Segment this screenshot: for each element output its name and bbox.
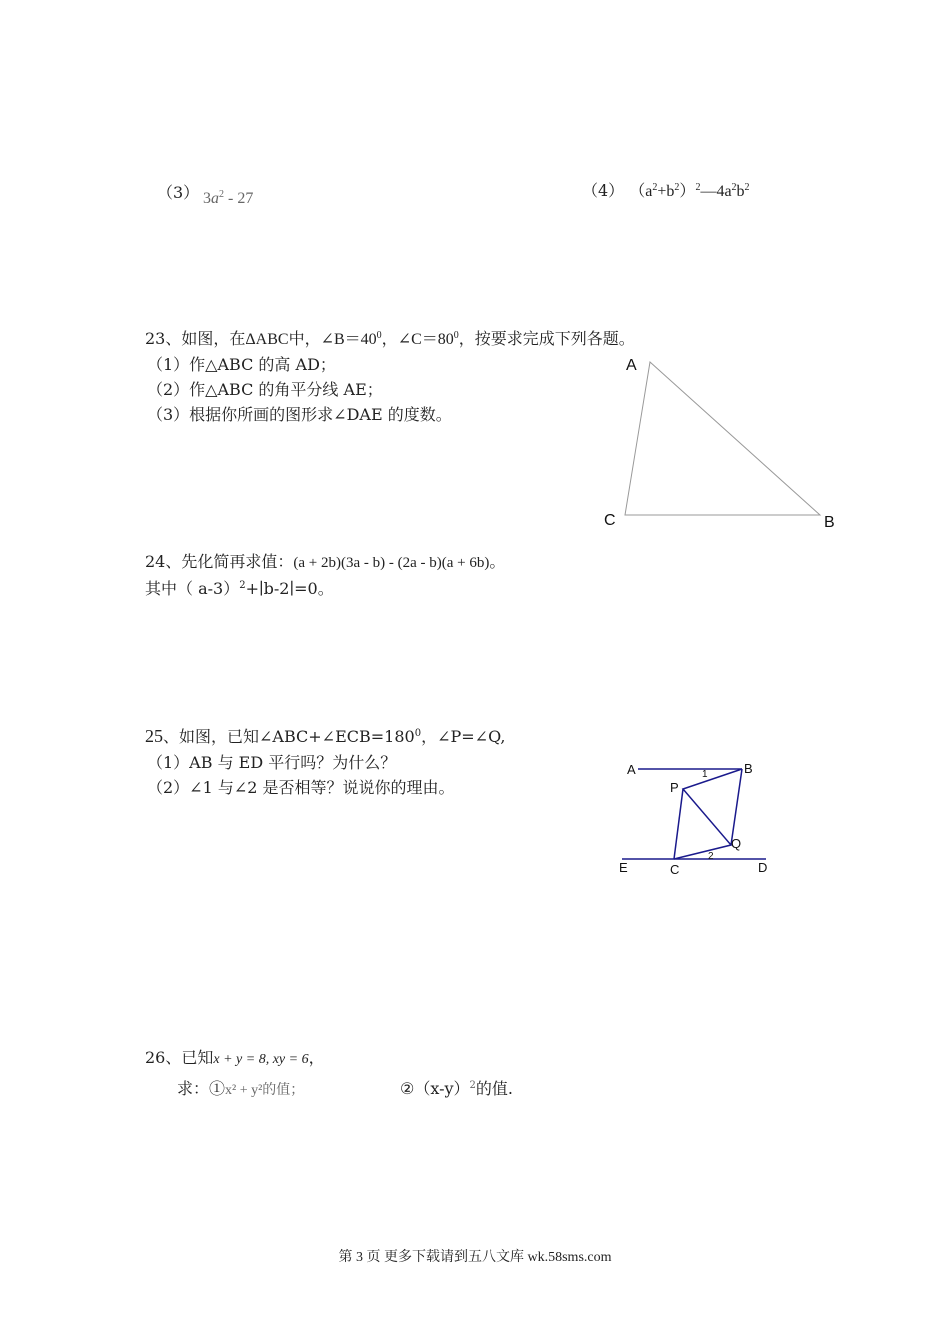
label-b: B [744,761,753,776]
label-q: Q [731,836,742,851]
q24-intro: 24、先化简再求值：(a + 2b)(3a - b) - (2a - b)(a + 6b)。 [145,552,506,571]
q22-item4 [582,178,750,201]
page-footer: 第 3 页 更多下载请到五八文库 wk.58sms.com [338,1250,612,1265]
line-bq [731,769,742,845]
q26-ask2: $②(x-y)^2$的值. [400,1079,514,1098]
triangle-abc [625,362,820,515]
q25-line2: （2）∠1 与∠2 是否相等？说说你的理由。 [147,778,455,797]
label-d: D [758,860,768,875]
q23-line2: （2）作△ABC 的角平分线 AE； [147,380,383,399]
label-c: C [670,862,680,877]
q23-intro: 23、如图，在ΔABC中，$\angle B=40^0$，$\angle C=80^0$，按要求完成下列各题。 [145,329,635,348]
label-angle-2: 2 [708,851,714,862]
label-c: C [604,512,616,529]
q25-parallel-figure [610,755,780,880]
q23-line3: （3）根据你所画的图形求∠DAE 的度数。 [147,405,452,424]
q22-item3-rest: - 27 [224,190,254,207]
label-e: E [619,860,628,875]
q23-triangle-figure [590,345,850,540]
label-p: P [670,780,679,795]
q22-item3-expr [203,190,253,208]
q23-line1: （1）作△ABC 的高 AD； [147,355,336,374]
q22-item4-label: （4） [582,181,625,200]
q25-line1: （1）AB 与 ED 平行吗？为什么？ [147,753,397,772]
q22-item3-coef: 3 [203,190,211,207]
q25-intro: 25、如图，已知$\angle ABC+\angle ECB=180^0$，∠P=∠Q, [145,726,506,746]
q22-item3-var: a [211,190,219,207]
q26-intro: 26、已知x + y = 8, xy = 6， [145,1048,325,1067]
q24-condition: 其中（ a-3）$^2$+∣b-2∣=0。 [145,579,334,598]
label-a: A [626,357,637,374]
q22-item3-label: （3） [157,183,200,202]
line-pc [674,789,683,859]
q26-ask: 求：①x² + y²的值； [177,1079,305,1098]
label-a: A [627,762,636,777]
label-angle-1: 1 [702,769,708,780]
q22-item4-expr: $(a^2+b^2)^2—4a^2b^2$ [629,182,750,200]
q22-item3-exp: 2 [219,189,224,200]
label-b: B [824,514,835,531]
